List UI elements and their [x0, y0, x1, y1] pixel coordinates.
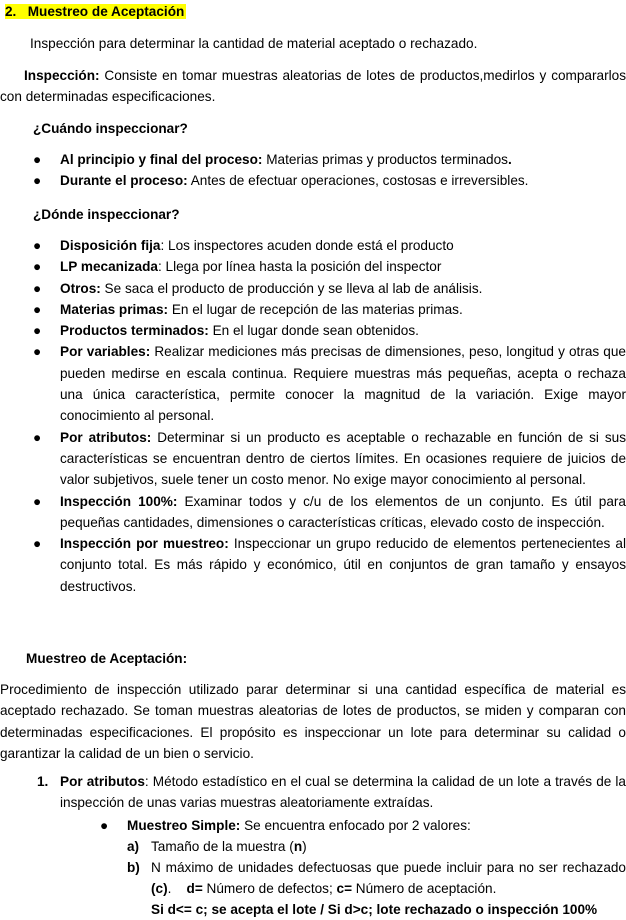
list-number: 1.	[37, 774, 49, 789]
section-heading	[5, 1, 186, 22]
list-item: ● Materias primas: En el lugar de recepción de las materias primas.	[33, 299, 626, 320]
intro-text: Inspección para determinar la cantidad de material aceptado o rechazado.	[30, 36, 478, 51]
list-item: ● LP mecanizada: Llega por línea hasta la posición del inspector	[33, 256, 626, 277]
cuando-heading: ¿Cuándo inspeccionar?	[33, 121, 188, 136]
list-item: ● Inspección 100%: Examinar todos y c/u de los elementos de un conjunto. Es útil para pequeñas cantidades, dimensiones o características críticas, elevado costo de inspección.	[33, 491, 626, 534]
list-item: ● Al principio y final del proceso: Materias primas y productos terminados.	[33, 149, 626, 170]
list-item: ● Por atributos: Determinar si un producto es aceptable o rechazable en función de si sus características se encuentran dentro de ciertos límites. En ocasiones requiere de juicios de valor subjetivos, suele tener un costo menor. No exige mayor conocimiento al personal.	[33, 427, 626, 491]
bullet-icon: ●	[33, 259, 42, 275]
list-item: ● Disposición fija: Los inspectores acuden donde está el producto	[33, 235, 626, 256]
list-item: ● Durante el proceso: Antes de efectuar operaciones, costosas e irreversibles.	[33, 170, 626, 191]
bullet-icon: ●	[33, 493, 42, 509]
list-item: ● Otros: Se saca el producto de producción y se lleva al lab de análisis.	[33, 278, 626, 299]
heading-title: Muestreo de Aceptación	[27, 4, 185, 19]
list-item: ● Inspección por muestreo: Inspeccionar un grupo reducido de elementos pertenecientes al conjunto total. Es más rápido y económico, útil en conjuntos de gran tamaño y ensayos destructivos.	[33, 533, 626, 597]
donde-heading: ¿Dónde inspeccionar?	[33, 207, 180, 222]
atributos-paragraph: Por atributos: Método estadístico en el cual se determina la calidad de un lote a través de la inspección de unas varias muestras aleatoriamente extraídas.	[60, 774, 626, 811]
item-a-text: Tamaño de la muestra (n)	[151, 839, 307, 854]
bullet-icon: ●	[33, 429, 42, 445]
inspeccion-paragraph	[0, 65, 626, 108]
muestreo-simple-list	[100, 815, 626, 836]
bullet-icon: ●	[33, 536, 42, 552]
list-item: ● Productos terminados: En el lugar donde sean obtenidos.	[33, 320, 626, 341]
bullet-icon: ●	[33, 238, 42, 253]
acceptance-rule: Si d<= c; se acepta el lote / Si d>c; lote rechazado o inspección 100%	[151, 902, 598, 917]
heading-number: 2.	[5, 4, 17, 19]
muestreo-heading: Muestreo de Aceptación:	[26, 651, 188, 666]
list-item: ● Por variables: Realizar mediciones más precisas de dimensiones, peso, longitud y otras que pueden medirse en escala continua. Requiere muestras más pequeñas, acepta o rechaza una única característica, permite conocer la magnitud de la variación. Exige mayor conocimiento al personal.	[33, 341, 626, 426]
item-b-label: b)	[127, 860, 140, 875]
bullet-icon: ●	[33, 173, 42, 189]
item-b-text: N máximo de unidades defectuosas que puede incluir para no ser rechazado (c). d= Número de defectos; c= Número de aceptación.	[151, 860, 626, 897]
bullet-icon: ●	[33, 280, 42, 296]
bullet-icon: ●	[33, 301, 42, 317]
muestreo-paragraph: Procedimiento de inspección utilizado parar determinar si una cantidad específica de material es aceptado rechazado. Se toman muestras aleatorias de lotes de productos, se miden y comparan con determinadas especificaciones. El propósito es inspeccionar un lote para determinar su calidad o garantizar la calidad de un bien o servicio.	[0, 682, 626, 761]
bullet-icon: ●	[33, 152, 42, 167]
item-a-label: a)	[127, 839, 140, 854]
cuando-list	[33, 149, 626, 192]
donde-list	[33, 235, 626, 597]
list-item: ● Muestreo Simple: Se encuentra enfocado por 2 valores:	[100, 815, 626, 836]
bullet-icon: ●	[100, 818, 109, 833]
bullet-icon: ●	[33, 323, 42, 339]
bullet-icon: ●	[33, 344, 42, 360]
inspeccion-text: Consiste en tomar muestras aleatorias de lotes de productos,medirlos y compararlos con determinadas especificaciones.	[0, 68, 626, 105]
inspeccion-term: Inspección:	[24, 68, 100, 83]
